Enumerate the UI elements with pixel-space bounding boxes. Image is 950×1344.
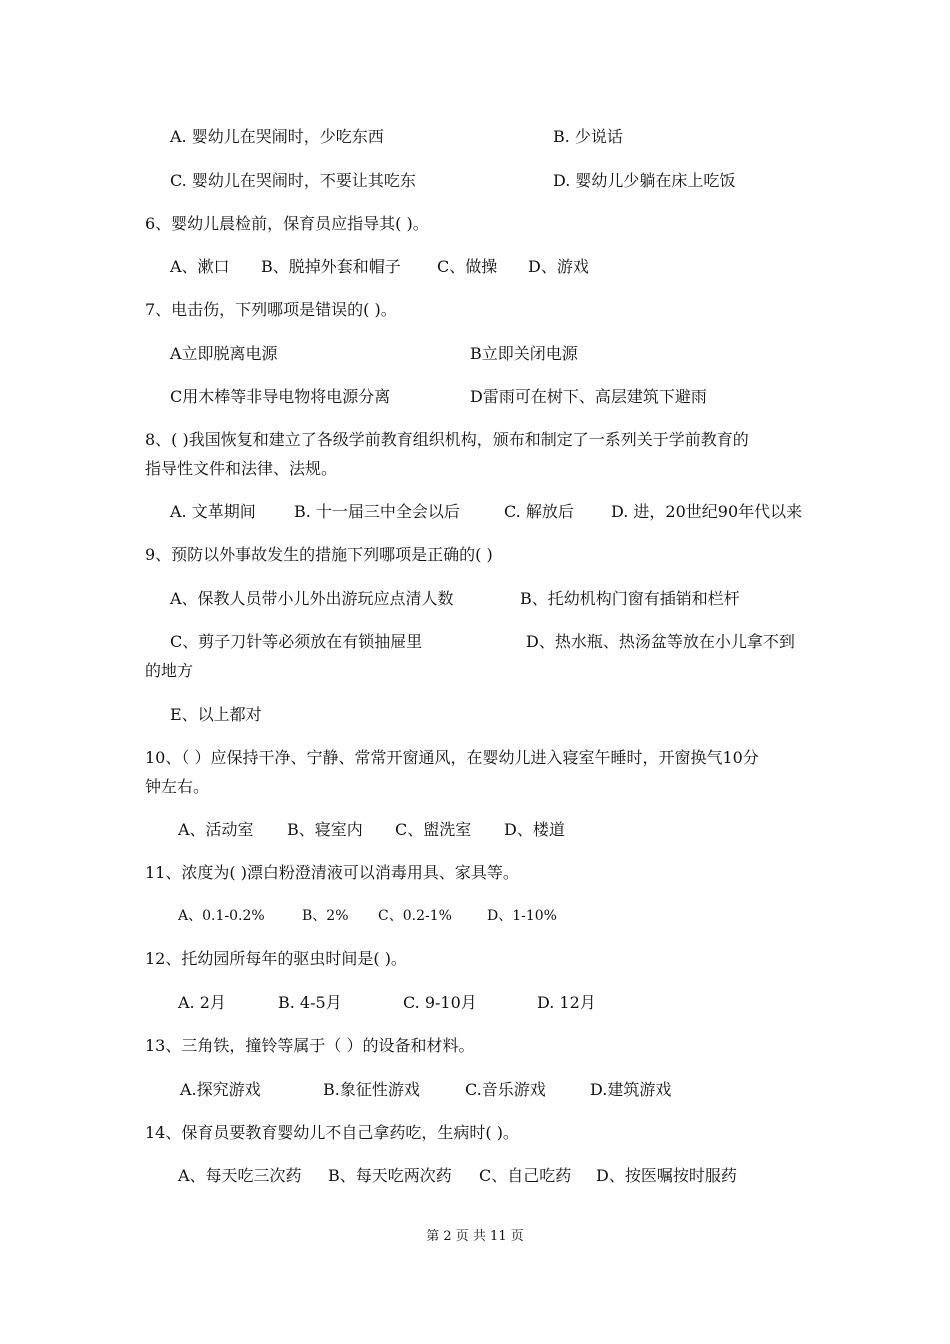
q8-question-line2: 指导性文件和法律、法规。 <box>145 459 338 478</box>
q13-option-b: B.象征性游戏 <box>323 1080 420 1099</box>
q14-option-a: A、每天吃三次药 <box>178 1166 302 1185</box>
q11-question: 11、浓度为( )漂白粉澄清液可以消毒用具、家具等。 <box>145 863 519 882</box>
q9-option-c: C、剪子刀针等必须放在有锁抽屉里 <box>170 632 423 651</box>
q12-option-a: A. 2月 <box>178 993 226 1012</box>
q7-option-b: B立即关闭电源 <box>470 344 578 363</box>
q12-question: 12、托幼园所每年的驱虫时间是( )。 <box>145 949 407 968</box>
q9-option-a: A、保教人员带小儿外出游玩应点清人数 <box>170 589 454 608</box>
q10-option-a: A、活动室 <box>178 820 254 839</box>
q14-option-d: D、按医嘱按时服药 <box>596 1166 737 1185</box>
q6-option-a: A、漱口 <box>170 257 230 276</box>
q12-option-c: C. 9-10月 <box>403 993 477 1012</box>
q9-option-d-continuation: 的地方 <box>145 661 194 680</box>
q6-option-d: D、游戏 <box>528 257 589 276</box>
q13-option-c: C.音乐游戏 <box>465 1080 546 1099</box>
q8-option-b: B. 十一届三中全会以后 <box>294 502 460 521</box>
q8-option-c: C. 解放后 <box>504 502 574 521</box>
q6-option-b: B、脱掉外套和帽子 <box>261 257 401 276</box>
q5-option-a: A. 婴幼儿在哭闹时，少吃东西 <box>170 127 384 146</box>
page-footer: 第 2 页 共 11 页 <box>426 1229 524 1244</box>
q9-question: 9、预防以外事故发生的措施下列哪项是正确的( ) <box>145 545 493 564</box>
q5-option-d: D. 婴幼儿少躺在床上吃饭 <box>553 171 736 190</box>
q8-option-d: D. 进，20世纪90年代以来 <box>611 502 803 521</box>
q14-option-b: B、每天吃两次药 <box>328 1166 452 1185</box>
q11-option-c: C、0.2-1% <box>378 908 452 924</box>
q9-option-d: D、热水瓶、热汤盆等放在小儿拿不到 <box>526 632 795 651</box>
q13-question: 13、三角铁，撞铃等属于（ ）的设备和材料。 <box>145 1036 475 1055</box>
q10-option-b: B、寝室内 <box>287 820 363 839</box>
q11-option-b: B、2% <box>302 908 349 924</box>
q7-option-c: C用木棒等非导电物将电源分离 <box>170 387 391 406</box>
q12-option-b: B. 4-5月 <box>278 993 342 1012</box>
q11-option-a: A、0.1-0.2% <box>178 908 265 924</box>
q7-option-a: A立即脱离电源 <box>170 344 278 363</box>
q7-question: 7、电击伤，下列哪项是错误的( )。 <box>145 300 397 319</box>
q14-option-c: C、自己吃药 <box>479 1166 572 1185</box>
q8-question-line1: 8、( )我国恢复和建立了各级学前教育组织机构，颁布和制定了一系列关于学前教育的 <box>145 430 749 449</box>
q6-question: 6、婴幼儿晨检前，保育员应指导其( )。 <box>145 214 429 233</box>
q5-option-c: C. 婴幼儿在哭闹时，不要让其吃东 <box>170 171 416 190</box>
q14-question: 14、保育员要教育婴幼儿不自己拿药吃，生病时( )。 <box>145 1123 519 1142</box>
q11-option-d: D、1-10% <box>487 908 557 924</box>
q10-option-d: D、楼道 <box>504 820 565 839</box>
q13-option-d: D.建筑游戏 <box>590 1080 672 1099</box>
q13-option-a: A.探究游戏 <box>180 1080 261 1099</box>
q10-question-line2: 钟左右。 <box>145 777 210 796</box>
q7-option-d: D雷雨可在树下、高层建筑下避雨 <box>470 387 707 406</box>
q9-option-b: B、托幼机构门窗有插销和栏杆 <box>520 589 740 608</box>
q10-option-c: C、盥洗室 <box>395 820 472 839</box>
q10-question-line1: 10、（ ）应保持干净、宁静、常常开窗通风，在婴幼儿进入寝室午睡时，开窗换气10分 <box>145 748 759 767</box>
q6-option-c: C、做操 <box>437 257 498 276</box>
q5-option-b: B. 少说话 <box>553 127 623 146</box>
q8-option-a: A. 文革期间 <box>170 502 256 521</box>
q12-option-d: D. 12月 <box>537 993 596 1012</box>
q9-option-e: E、以上都对 <box>170 705 262 724</box>
